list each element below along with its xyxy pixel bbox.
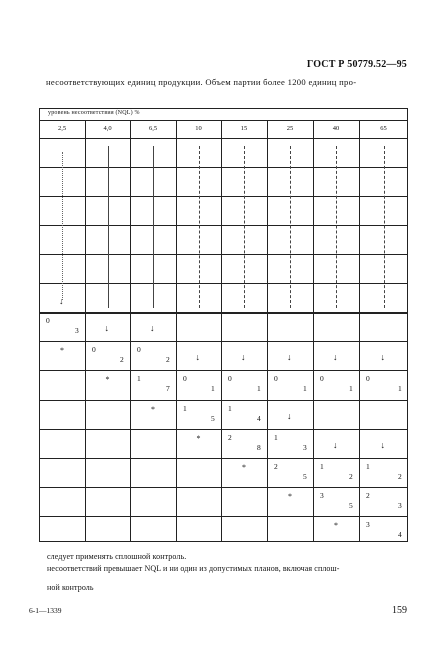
rejection-number: 5 <box>303 472 307 481</box>
intro-text: несоответствующих единиц продукции. Объем партии более 1200 единиц про- <box>46 77 357 87</box>
footnote-3: ной контроль <box>47 583 94 592</box>
marker-asterisk: * <box>334 521 338 531</box>
rejection-number: 1 <box>303 384 307 394</box>
rejection-number: 1 <box>257 384 261 394</box>
table-rule <box>39 487 408 488</box>
down-arrow: ↓ <box>380 352 385 363</box>
down-arrow: ↓ <box>59 296 64 306</box>
rejection-number: 7 <box>166 384 170 394</box>
acceptance-number: 1 <box>137 374 141 384</box>
acceptance-number: 0 <box>137 345 141 355</box>
acceptance-number: 1 <box>228 403 232 413</box>
continuation-line <box>153 146 154 308</box>
marker-asterisk: * <box>242 463 246 472</box>
table-rule <box>39 341 408 342</box>
column-header: 2,5 <box>57 125 67 132</box>
marker-asterisk: * <box>151 404 155 414</box>
rejection-number: 4 <box>398 530 402 540</box>
page-number: 159 <box>392 605 407 616</box>
table-rule <box>130 120 131 542</box>
table-rule <box>39 312 408 314</box>
acceptance-number: 1 <box>366 462 370 471</box>
marker-asterisk: * <box>60 346 64 356</box>
acceptance-number: 1 <box>320 462 324 471</box>
rejection-number: 2 <box>120 355 124 365</box>
down-arrow: ↓ <box>104 323 109 333</box>
column-header: 4,0 <box>103 125 112 132</box>
column-header: 40 <box>332 125 340 132</box>
column-header: 6,5 <box>148 125 158 132</box>
table-rule <box>313 120 314 542</box>
marker-asterisk: * <box>288 492 292 502</box>
table-rule <box>39 283 408 284</box>
down-arrow: ↓ <box>333 439 338 450</box>
continuation-line <box>384 146 385 308</box>
table-rule <box>39 370 408 371</box>
down-arrow: ↓ <box>380 439 385 450</box>
rejection-number: 5 <box>349 501 353 511</box>
down-arrow: ↓ <box>333 352 338 363</box>
continuation-line <box>244 146 245 308</box>
down-arrow: ↓ <box>241 352 246 363</box>
rejection-number: 3 <box>75 326 79 335</box>
column-header: 10 <box>195 125 202 132</box>
standard-header: ГОСТ Р 50779.52—95 <box>306 59 407 70</box>
down-arrow: ↓ <box>287 410 292 421</box>
table-rule <box>176 120 177 542</box>
acceptance-number: 0 <box>320 374 324 384</box>
rejection-number: 1 <box>398 384 402 394</box>
table-rule <box>39 429 408 430</box>
continuation-line <box>108 146 109 308</box>
table-rule <box>85 120 86 542</box>
acceptance-number: 3 <box>320 491 324 501</box>
down-arrow: ↓ <box>195 352 200 363</box>
table-rule <box>39 400 408 401</box>
table-caption: уровень несоответствия (NQL) % <box>48 110 140 116</box>
acceptance-number: 3 <box>366 520 370 530</box>
acceptance-number: 2 <box>274 462 278 471</box>
acceptance-number: 0 <box>46 316 50 325</box>
rejection-number: 3 <box>398 501 402 511</box>
continuation-dotted-line <box>62 152 63 300</box>
rejection-number: 4 <box>257 413 261 423</box>
column-header: 25 <box>286 125 294 132</box>
footnote-2: несоответствий превышает NQL и ни один из допустимых планов, включая сплош- <box>47 564 340 573</box>
table-rule <box>39 196 408 197</box>
print-code: 6-1—1339 <box>29 606 62 615</box>
continuation-line <box>336 146 337 308</box>
acceptance-number: 0 <box>92 345 96 355</box>
rejection-number: 5 <box>211 413 215 423</box>
table-rule <box>359 120 360 542</box>
acceptance-number: 0 <box>183 374 187 384</box>
acceptance-number: 0 <box>274 374 278 384</box>
table-rule <box>39 458 408 459</box>
table-rule <box>39 254 408 255</box>
table-rule <box>39 225 408 226</box>
rejection-number: 8 <box>257 442 261 452</box>
rejection-number: 2 <box>166 355 170 365</box>
acceptance-number: 1 <box>183 403 187 413</box>
continuation-line <box>199 146 200 308</box>
acceptance-number: 2 <box>366 491 370 501</box>
table-rule <box>267 120 268 542</box>
marker-asterisk: * <box>105 375 110 385</box>
marker-asterisk: * <box>196 433 201 443</box>
down-arrow: ↓ <box>150 323 155 333</box>
rejection-number: 2 <box>349 472 353 481</box>
rejection-number: 2 <box>398 472 402 481</box>
rejection-number: 1 <box>349 384 353 394</box>
rejection-number: 3 <box>303 442 307 452</box>
table-rule <box>39 120 408 121</box>
footnote-1: следует применять сплошной контроль. <box>47 552 187 561</box>
column-header: 15 <box>240 125 248 132</box>
acceptance-number: 2 <box>228 432 232 442</box>
acceptance-number: 0 <box>366 374 370 384</box>
table-rule <box>39 516 408 517</box>
acceptance-number: 1 <box>274 432 278 442</box>
down-arrow: ↓ <box>287 352 292 363</box>
column-header: 65 <box>380 125 387 132</box>
table-rule <box>39 167 408 168</box>
table-rule <box>39 138 408 139</box>
continuation-line <box>290 146 291 308</box>
acceptance-number: 0 <box>228 374 232 384</box>
rejection-number: 1 <box>211 384 215 394</box>
table-rule <box>221 120 222 542</box>
